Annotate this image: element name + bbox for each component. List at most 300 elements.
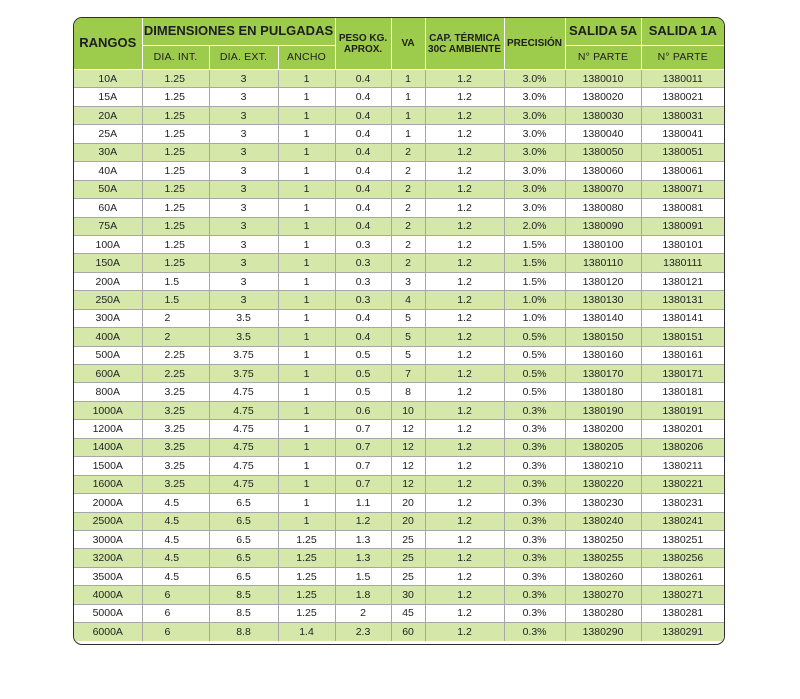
cell-peso: 2 <box>335 604 391 622</box>
cell-rango: 250A <box>74 291 142 309</box>
cell-dia-ext: 3 <box>209 162 278 180</box>
table-row <box>74 512 724 530</box>
cell-va: 4 <box>391 291 425 309</box>
cell-peso: 0.5 <box>335 383 391 401</box>
cell-cap-termica: 1.2 <box>425 365 504 383</box>
cell-rango: 300A <box>74 309 142 327</box>
cell-ancho: 1.25 <box>278 530 335 548</box>
cell-parte-5a: 1380280 <box>565 604 641 622</box>
cell-parte-1a: 1380031 <box>641 106 724 124</box>
cell-ancho: 1 <box>278 199 335 217</box>
cell-rango: 40A <box>74 162 142 180</box>
cell-dia-ext: 4.75 <box>209 438 278 456</box>
table-row <box>74 457 724 475</box>
cell-va: 5 <box>391 346 425 364</box>
cell-cap-termica: 1.2 <box>425 291 504 309</box>
table-row <box>74 586 724 604</box>
cell-dia-int: 3.25 <box>142 420 209 438</box>
cell-dia-int: 3.25 <box>142 457 209 475</box>
cell-dia-ext: 3 <box>209 180 278 198</box>
cell-parte-1a: 1380041 <box>641 125 724 143</box>
cell-peso: 0.5 <box>335 365 391 383</box>
cell-parte-5a: 1380020 <box>565 88 641 106</box>
cell-ancho: 1 <box>278 512 335 530</box>
cell-peso: 0.5 <box>335 346 391 364</box>
cell-precision: 3.0% <box>504 180 565 198</box>
table-row <box>74 328 724 346</box>
cell-dia-int: 1.25 <box>142 88 209 106</box>
cell-va: 25 <box>391 567 425 585</box>
cell-cap-termica: 1.2 <box>425 88 504 106</box>
cell-peso: 1.1 <box>335 494 391 512</box>
cell-peso: 0.3 <box>335 291 391 309</box>
cell-parte-5a: 1380110 <box>565 254 641 272</box>
table-row <box>74 70 724 88</box>
cell-parte-1a: 1380271 <box>641 586 724 604</box>
cell-va: 8 <box>391 383 425 401</box>
cell-parte-1a: 1380261 <box>641 567 724 585</box>
cell-ancho: 1 <box>278 365 335 383</box>
cell-va: 5 <box>391 309 425 327</box>
cell-dia-ext: 4.75 <box>209 420 278 438</box>
cell-dia-int: 1.25 <box>142 125 209 143</box>
cell-peso: 1.5 <box>335 567 391 585</box>
cell-rango: 6000A <box>74 623 142 641</box>
cell-cap-termica: 1.2 <box>425 383 504 401</box>
cell-rango: 3200A <box>74 549 142 567</box>
table-row <box>74 365 724 383</box>
cell-dia-int: 3.25 <box>142 401 209 419</box>
cell-precision: 0.5% <box>504 365 565 383</box>
cell-dia-ext: 6.5 <box>209 494 278 512</box>
table-row <box>74 125 724 143</box>
table-row <box>74 199 724 217</box>
cell-peso: 0.6 <box>335 401 391 419</box>
cell-va: 12 <box>391 438 425 456</box>
cell-dia-int: 4.5 <box>142 549 209 567</box>
table-row <box>74 217 724 235</box>
cell-va: 12 <box>391 420 425 438</box>
cell-parte-5a: 1380270 <box>565 586 641 604</box>
cell-precision: 1.5% <box>504 254 565 272</box>
cell-ancho: 1 <box>278 420 335 438</box>
cell-precision: 3.0% <box>504 125 565 143</box>
cell-parte-5a: 1380010 <box>565 70 641 88</box>
cell-dia-ext: 4.75 <box>209 457 278 475</box>
cell-dia-ext: 3 <box>209 125 278 143</box>
cell-dia-ext: 8.5 <box>209 586 278 604</box>
table-row <box>74 530 724 548</box>
cell-rango: 75A <box>74 217 142 235</box>
cell-cap-termica: 1.2 <box>425 328 504 346</box>
cell-precision: 0.3% <box>504 475 565 493</box>
cell-dia-ext: 3 <box>209 106 278 124</box>
cell-va: 7 <box>391 365 425 383</box>
cell-peso: 0.4 <box>335 88 391 106</box>
cell-rango: 150A <box>74 254 142 272</box>
cell-precision: 3.0% <box>504 106 565 124</box>
cell-precision: 0.3% <box>504 549 565 567</box>
cell-precision: 1.5% <box>504 235 565 253</box>
cell-dia-int: 2 <box>142 328 209 346</box>
cell-cap-termica: 1.2 <box>425 346 504 364</box>
header-parte-5a: N° PARTE <box>565 46 641 70</box>
cell-ancho: 1 <box>278 291 335 309</box>
cell-dia-int: 2.25 <box>142 365 209 383</box>
cell-rango: 10A <box>74 70 142 88</box>
cell-parte-1a: 1380256 <box>641 549 724 567</box>
cell-precision: 0.3% <box>504 457 565 475</box>
cell-peso: 0.4 <box>335 70 391 88</box>
cell-parte-5a: 1380160 <box>565 346 641 364</box>
cell-cap-termica: 1.2 <box>425 530 504 548</box>
cell-precision: 0.5% <box>504 328 565 346</box>
cell-parte-1a: 1380101 <box>641 235 724 253</box>
cell-dia-ext: 6.5 <box>209 512 278 530</box>
cell-precision: 0.3% <box>504 604 565 622</box>
cell-dia-int: 1.25 <box>142 106 209 124</box>
cell-precision: 0.3% <box>504 586 565 604</box>
cell-parte-5a: 1380120 <box>565 272 641 290</box>
cell-parte-5a: 1380150 <box>565 328 641 346</box>
cell-parte-5a: 1380180 <box>565 383 641 401</box>
table-row <box>74 623 724 641</box>
cell-dia-ext: 3 <box>209 217 278 235</box>
cell-ancho: 1 <box>278 309 335 327</box>
cell-dia-int: 1.25 <box>142 143 209 161</box>
cell-parte-1a: 1380231 <box>641 494 724 512</box>
cell-ancho: 1 <box>278 457 335 475</box>
cell-va: 3 <box>391 272 425 290</box>
cell-parte-5a: 1380200 <box>565 420 641 438</box>
cell-ancho: 1.25 <box>278 604 335 622</box>
cell-precision: 3.0% <box>504 143 565 161</box>
cell-dia-ext: 3 <box>209 70 278 88</box>
cell-rango: 20A <box>74 106 142 124</box>
cell-rango: 1400A <box>74 438 142 456</box>
cell-cap-termica: 1.2 <box>425 586 504 604</box>
cell-va: 2 <box>391 254 425 272</box>
table-row <box>74 549 724 567</box>
cell-dia-ext: 4.75 <box>209 475 278 493</box>
cell-cap-termica: 1.2 <box>425 217 504 235</box>
cell-precision: 3.0% <box>504 70 565 88</box>
cell-dia-ext: 6.5 <box>209 530 278 548</box>
cell-peso: 0.4 <box>335 143 391 161</box>
cell-parte-5a: 1380060 <box>565 162 641 180</box>
cell-precision: 2.0% <box>504 217 565 235</box>
cell-cap-termica: 1.2 <box>425 604 504 622</box>
cell-cap-termica: 1.2 <box>425 457 504 475</box>
cell-dia-int: 3.25 <box>142 438 209 456</box>
cell-rango: 2500A <box>74 512 142 530</box>
cell-ancho: 1 <box>278 383 335 401</box>
cell-cap-termica: 1.2 <box>425 180 504 198</box>
cell-precision: 0.3% <box>504 401 565 419</box>
cell-peso: 0.7 <box>335 457 391 475</box>
table-row <box>74 254 724 272</box>
cell-dia-ext: 3 <box>209 143 278 161</box>
header-salida-1a: SALIDA 1A <box>641 18 724 46</box>
cell-cap-termica: 1.2 <box>425 549 504 567</box>
cell-cap-termica: 1.2 <box>425 475 504 493</box>
cell-peso: 1.3 <box>335 549 391 567</box>
cell-parte-1a: 1380051 <box>641 143 724 161</box>
cell-peso: 0.3 <box>335 272 391 290</box>
cell-dia-int: 2.25 <box>142 346 209 364</box>
cell-precision: 0.3% <box>504 512 565 530</box>
cell-dia-ext: 8.8 <box>209 623 278 641</box>
cell-peso: 0.4 <box>335 199 391 217</box>
cell-peso: 1.2 <box>335 512 391 530</box>
cell-ancho: 1 <box>278 125 335 143</box>
cell-dia-ext: 3 <box>209 235 278 253</box>
cell-parte-1a: 1380181 <box>641 383 724 401</box>
header-peso-line2: APROX. <box>343 43 383 55</box>
cell-parte-1a: 1380061 <box>641 162 724 180</box>
cell-rango: 1500A <box>74 457 142 475</box>
header-cap-termica <box>425 18 504 70</box>
cell-va: 2 <box>391 217 425 235</box>
cell-precision: 0.5% <box>504 346 565 364</box>
cell-parte-1a: 1380121 <box>641 272 724 290</box>
cell-rango: 1200A <box>74 420 142 438</box>
cell-precision: 3.0% <box>504 88 565 106</box>
cell-parte-5a: 1380250 <box>565 530 641 548</box>
cell-parte-1a: 1380281 <box>641 604 724 622</box>
cell-ancho: 1 <box>278 70 335 88</box>
cell-parte-1a: 1380021 <box>641 88 724 106</box>
cell-rango: 500A <box>74 346 142 364</box>
cell-parte-5a: 1380130 <box>565 291 641 309</box>
cell-dia-int: 4.5 <box>142 530 209 548</box>
cell-rango: 600A <box>74 365 142 383</box>
cell-dia-ext: 3 <box>209 254 278 272</box>
table-row <box>74 272 724 290</box>
header-rangos: RANGOS <box>74 18 142 70</box>
cell-parte-1a: 1380141 <box>641 309 724 327</box>
cell-peso: 0.4 <box>335 180 391 198</box>
cell-parte-5a: 1380290 <box>565 623 641 641</box>
spec-table-frame <box>73 17 725 645</box>
cell-dia-int: 6 <box>142 586 209 604</box>
cell-va: 12 <box>391 475 425 493</box>
cell-dia-int: 1.25 <box>142 180 209 198</box>
cell-precision: 0.5% <box>504 383 565 401</box>
cell-va: 2 <box>391 162 425 180</box>
cell-parte-5a: 1380100 <box>565 235 641 253</box>
cell-cap-termica: 1.2 <box>425 70 504 88</box>
cell-parte-1a: 1380011 <box>641 70 724 88</box>
cell-ancho: 1 <box>278 235 335 253</box>
table-row <box>74 475 724 493</box>
table-row <box>74 106 724 124</box>
cell-parte-1a: 1380161 <box>641 346 724 364</box>
cell-parte-1a: 1380081 <box>641 199 724 217</box>
cell-peso: 0.4 <box>335 328 391 346</box>
cell-parte-1a: 1380206 <box>641 438 724 456</box>
cell-peso: 0.4 <box>335 309 391 327</box>
cell-ancho: 1 <box>278 143 335 161</box>
cell-va: 20 <box>391 494 425 512</box>
cell-dia-int: 4.5 <box>142 567 209 585</box>
header-dimensiones: DIMENSIONES EN PULGADAS <box>142 18 335 46</box>
cell-rango: 200A <box>74 272 142 290</box>
cell-precision: 0.3% <box>504 567 565 585</box>
table-row <box>74 180 724 198</box>
cell-dia-int: 4.5 <box>142 512 209 530</box>
cell-cap-termica: 1.2 <box>425 199 504 217</box>
cell-va: 1 <box>391 88 425 106</box>
cell-precision: 0.3% <box>504 494 565 512</box>
cell-dia-ext: 6.5 <box>209 549 278 567</box>
cell-dia-int: 1.25 <box>142 70 209 88</box>
table-row <box>74 494 724 512</box>
cell-va: 2 <box>391 143 425 161</box>
cell-parte-5a: 1380040 <box>565 125 641 143</box>
cell-peso: 0.7 <box>335 420 391 438</box>
cell-cap-termica: 1.2 <box>425 512 504 530</box>
cell-precision: 0.3% <box>504 623 565 641</box>
cell-dia-int: 4.5 <box>142 494 209 512</box>
cell-ancho: 1 <box>278 328 335 346</box>
cell-dia-int: 1.25 <box>142 199 209 217</box>
cell-parte-5a: 1380230 <box>565 494 641 512</box>
cell-va: 20 <box>391 512 425 530</box>
cell-cap-termica: 1.2 <box>425 143 504 161</box>
cell-ancho: 1 <box>278 272 335 290</box>
current-transformer-spec-table <box>74 18 724 641</box>
header-ancho: ANCHO <box>278 46 335 70</box>
cell-precision: 1.0% <box>504 309 565 327</box>
cell-cap-termica: 1.2 <box>425 162 504 180</box>
cell-peso: 0.4 <box>335 217 391 235</box>
cell-parte-1a: 1380111 <box>641 254 724 272</box>
cell-parte-1a: 1380091 <box>641 217 724 235</box>
cell-cap-termica: 1.2 <box>425 494 504 512</box>
cell-peso: 0.4 <box>335 106 391 124</box>
cell-ancho: 1.4 <box>278 623 335 641</box>
cell-rango: 800A <box>74 383 142 401</box>
cell-va: 60 <box>391 623 425 641</box>
cell-peso: 0.7 <box>335 475 391 493</box>
cell-cap-termica: 1.2 <box>425 438 504 456</box>
cell-precision: 1.0% <box>504 291 565 309</box>
table-row <box>74 143 724 161</box>
table-row <box>74 309 724 327</box>
cell-rango: 30A <box>74 143 142 161</box>
cell-parte-5a: 1380140 <box>565 309 641 327</box>
table-row <box>74 383 724 401</box>
cell-va: 12 <box>391 457 425 475</box>
cell-dia-int: 3.25 <box>142 383 209 401</box>
cell-va: 1 <box>391 125 425 143</box>
table-row <box>74 438 724 456</box>
cell-precision: 0.3% <box>504 438 565 456</box>
header-dia-int: DIA. INT. <box>142 46 209 70</box>
cell-va: 2 <box>391 235 425 253</box>
cell-rango: 5000A <box>74 604 142 622</box>
cell-rango: 15A <box>74 88 142 106</box>
cell-cap-termica: 1.2 <box>425 106 504 124</box>
cell-parte-5a: 1380090 <box>565 217 641 235</box>
header-peso <box>335 18 391 70</box>
header-peso-line1: PESO KG. <box>338 32 388 44</box>
cell-parte-1a: 1380211 <box>641 457 724 475</box>
cell-peso: 0.4 <box>335 125 391 143</box>
cell-ancho: 1 <box>278 180 335 198</box>
cell-dia-int: 6 <box>142 623 209 641</box>
cell-dia-int: 3.25 <box>142 475 209 493</box>
header-va: VA <box>391 18 425 70</box>
cell-parte-5a: 1380260 <box>565 567 641 585</box>
cell-cap-termica: 1.2 <box>425 420 504 438</box>
cell-dia-int: 1.5 <box>142 272 209 290</box>
cell-parte-1a: 1380191 <box>641 401 724 419</box>
cell-peso: 0.4 <box>335 162 391 180</box>
cell-rango: 3000A <box>74 530 142 548</box>
cell-precision: 0.3% <box>504 420 565 438</box>
cell-rango: 50A <box>74 180 142 198</box>
cell-rango: 100A <box>74 235 142 253</box>
cell-ancho: 1.25 <box>278 567 335 585</box>
cell-rango: 3500A <box>74 567 142 585</box>
cell-va: 1 <box>391 106 425 124</box>
cell-dia-ext: 3 <box>209 291 278 309</box>
cell-precision: 1.5% <box>504 272 565 290</box>
cell-rango: 400A <box>74 328 142 346</box>
cell-parte-1a: 1380151 <box>641 328 724 346</box>
cell-rango: 1600A <box>74 475 142 493</box>
table-row <box>74 346 724 364</box>
cell-ancho: 1 <box>278 217 335 235</box>
cell-peso: 0.7 <box>335 438 391 456</box>
cell-dia-int: 6 <box>142 604 209 622</box>
cell-parte-1a: 1380291 <box>641 623 724 641</box>
cell-peso: 0.3 <box>335 235 391 253</box>
cell-peso: 1.3 <box>335 530 391 548</box>
cell-parte-5a: 1380255 <box>565 549 641 567</box>
cell-rango: 60A <box>74 199 142 217</box>
cell-va: 45 <box>391 604 425 622</box>
cell-va: 25 <box>391 530 425 548</box>
cell-parte-1a: 1380221 <box>641 475 724 493</box>
cell-parte-1a: 1380241 <box>641 512 724 530</box>
cell-rango: 2000A <box>74 494 142 512</box>
cell-precision: 3.0% <box>504 162 565 180</box>
cell-dia-int: 1.5 <box>142 291 209 309</box>
cell-parte-5a: 1380220 <box>565 475 641 493</box>
cell-va: 5 <box>391 328 425 346</box>
cell-dia-ext: 8.5 <box>209 604 278 622</box>
cell-dia-ext: 3.5 <box>209 309 278 327</box>
cell-dia-int: 1.25 <box>142 162 209 180</box>
table-row <box>74 420 724 438</box>
cell-parte-5a: 1380050 <box>565 143 641 161</box>
cell-dia-ext: 3.5 <box>209 328 278 346</box>
cell-parte-5a: 1380240 <box>565 512 641 530</box>
cell-parte-1a: 1380251 <box>641 530 724 548</box>
cell-peso: 2.3 <box>335 623 391 641</box>
cell-peso: 0.3 <box>335 254 391 272</box>
cell-ancho: 1.25 <box>278 549 335 567</box>
cell-ancho: 1 <box>278 438 335 456</box>
cell-ancho: 1 <box>278 254 335 272</box>
cell-parte-5a: 1380170 <box>565 365 641 383</box>
cell-parte-5a: 1380210 <box>565 457 641 475</box>
cell-ancho: 1 <box>278 88 335 106</box>
cell-cap-termica: 1.2 <box>425 567 504 585</box>
